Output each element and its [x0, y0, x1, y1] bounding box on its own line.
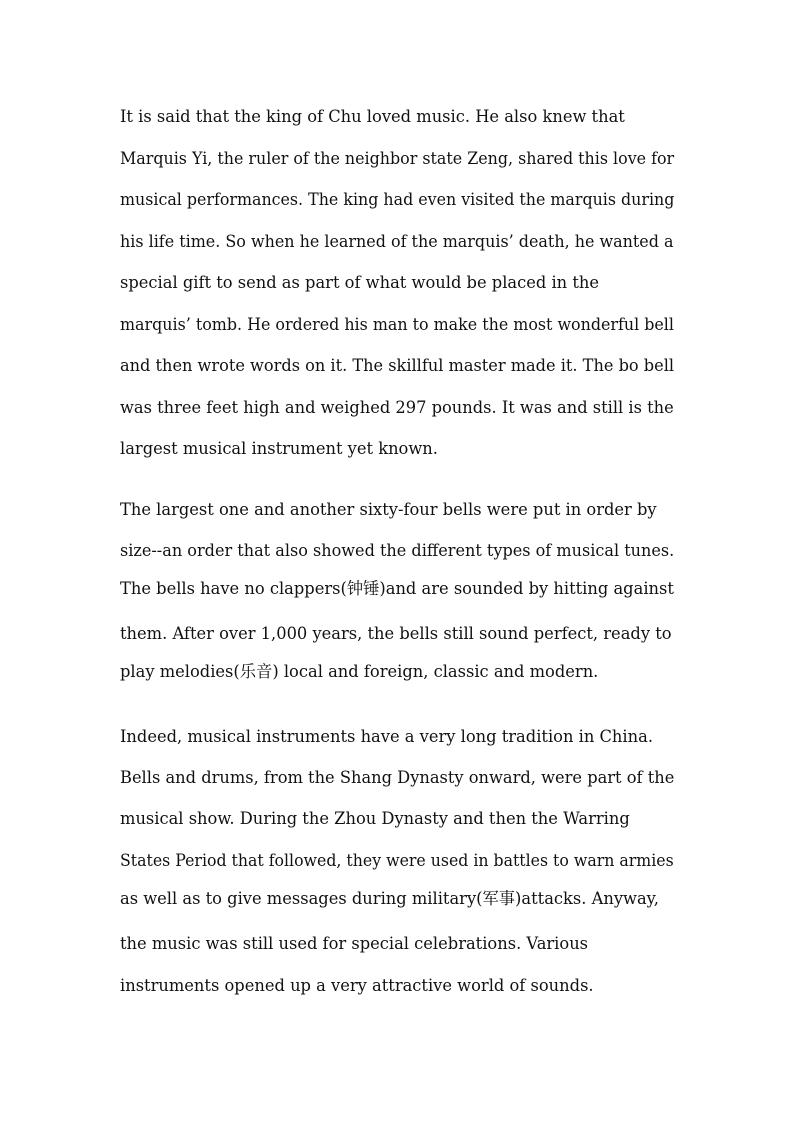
text-line: them. After over 1,000 years, the bells still sound perfect, ready to: [120, 624, 672, 643]
text-line: and then wrote words on it. The skillful master made it. The bo bell: [120, 356, 675, 375]
text-line: was three feet high and weighed 297 pounds. It was and still is the: [120, 398, 674, 417]
text-line: The largest one and another sixty-four bells were put in order by: [120, 500, 657, 519]
text-line: size--an order that also showed the different types of musical tunes.: [120, 541, 675, 560]
text-line: musical performances. The king had even visited the marquis during: [120, 190, 675, 209]
text-line: Bells and drums, from the Shang Dynasty onward, were part of the: [120, 768, 675, 787]
text-line: as well as to give messages during military(军事)attacks. Anyway,: [120, 889, 659, 908]
text-line: his life time. So when he learned of the marquis’ death, he wanted a: [120, 232, 674, 251]
text-line: largest musical instrument yet known.: [120, 439, 438, 458]
text-line: the music was still used for special celebrations. Various: [120, 934, 589, 953]
text-line: It is said that the king of Chu loved music. He also knew that: [120, 107, 625, 126]
text-line: States Period that followed, they were used in battles to warn armies: [120, 851, 674, 870]
text-line: play melodies(乐音) local and foreign, classic and modern.: [120, 662, 599, 681]
text-line: musical show. During the Zhou Dynasty and then the Warring: [120, 809, 630, 828]
text-line: special gift to send as part of what would be placed in the: [120, 273, 599, 292]
text-line: marquis’ tomb. He ordered his man to make the most wonderful bell: [120, 315, 674, 334]
text-line: Marquis Yi, the ruler of the neighbor state Zeng, shared this love for: [120, 149, 675, 168]
text-line: instruments opened up a very attractive world of sounds.: [120, 976, 594, 995]
text-line: The bells have no clappers(钟锤)and are sounded by hitting against: [120, 579, 674, 598]
text-line: Indeed, musical instruments have a very long tradition in China.: [120, 727, 653, 746]
